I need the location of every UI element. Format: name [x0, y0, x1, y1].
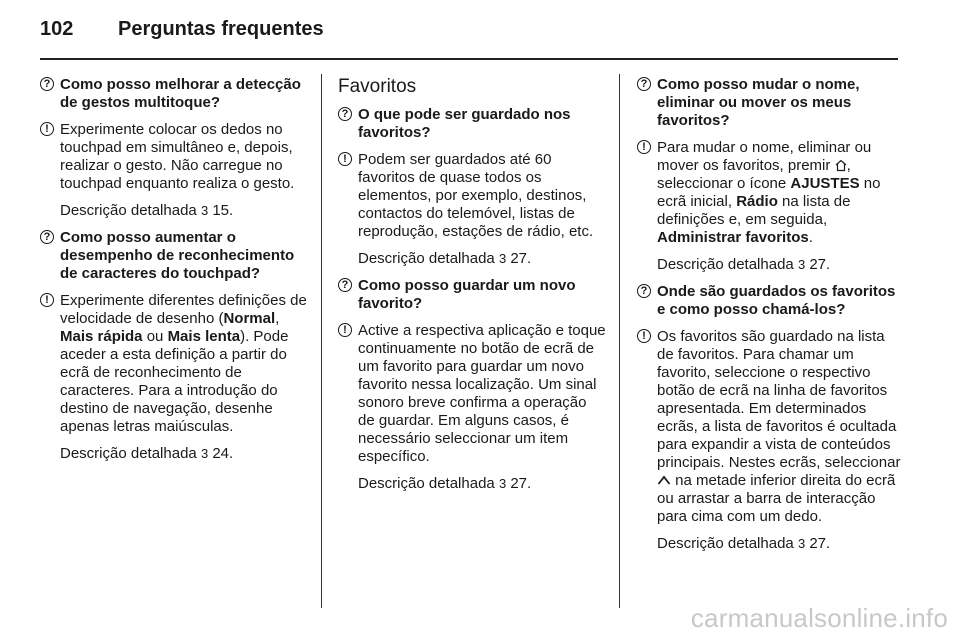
question-icon: ? — [637, 77, 651, 91]
detail-page-link[interactable]: 27. — [510, 475, 532, 492]
home-icon — [835, 159, 847, 172]
question-text: O que pode ser guardado nos favoritos? — [358, 106, 571, 141]
question — [40, 76, 308, 112]
page-header — [40, 18, 920, 48]
watermark: carmanualsonline.info — [690, 603, 948, 633]
question — [637, 76, 905, 130]
answer-text: Experimente diferentes definições de velocidade de desenho (Normal, Mais rápida ou Mais lenta). Pode aceder a esta definição a partir do ecrã de reconhecimento de caracteres. Para a introdução do destino de navegação, desenhe apenas letras maiúsculas. — [60, 292, 307, 435]
answer-icon: ! — [338, 152, 352, 166]
question-text: Onde são guardados os favoritos e como posso chamá-los? — [657, 283, 896, 318]
answer — [637, 139, 905, 247]
detail-reference: Descrição detalhada 3 27. — [657, 535, 831, 552]
detail-reference: Descrição detalhada 3 27. — [358, 475, 532, 492]
question-text: Como posso guardar um novo favorito? — [358, 277, 576, 312]
page-ref-arrow-icon: 3 — [200, 446, 209, 461]
question — [40, 229, 308, 283]
detail-page-link[interactable]: 24. — [212, 445, 234, 462]
manage-favourites-label: Administrar favoritos — [657, 229, 809, 246]
answer — [338, 322, 606, 466]
answer — [637, 328, 905, 526]
question-icon: ? — [338, 278, 352, 292]
settings-label: AJUSTES — [790, 175, 860, 192]
detail-reference: Descrição detalhada 3 27. — [358, 250, 532, 267]
question — [637, 283, 905, 319]
question-text: Como posso melhorar a detecção de gestos multitoque? — [60, 76, 301, 111]
section-heading: Favoritos — [338, 76, 417, 97]
question-icon: ? — [40, 77, 54, 91]
detail-page-link[interactable]: 15. — [212, 202, 234, 219]
question-text: Como posso aumentar o desempenho de reconhecimento de caracteres do touchpad? — [60, 229, 295, 282]
answer-text: Experimente colocar os dedos no touchpad em simultâneo e, depois, realizar o gesto. Não carregue no touchpad enquanto realiza o gesto. — [60, 121, 295, 192]
page-ref-arrow-icon: 3 — [797, 536, 806, 551]
page-title: Perguntas frequentes — [118, 18, 324, 40]
answer-text: Active a respectiva aplicação e toque continuamente no botão de ecrã de um favorito para guardar um novo favorito nessa localização. Um sinal sonoro breve confirma a operação de guardar. Em alguns casos, é necessário seleccionar um item específico. — [358, 322, 606, 465]
option-normal: Normal — [223, 310, 276, 327]
answer-icon: ! — [40, 293, 54, 307]
detail-reference: Descrição detalhada 3 27. — [657, 256, 831, 273]
detail-reference: Descrição detalhada 3 15. — [60, 202, 234, 219]
answer-text: Para mudar o nome, eliminar ou mover os favoritos, premir , seleccionar o ícone AJUSTES no ecrã inicial, Rádio na lista de definições e, em seguida, Administrar favoritos. — [657, 139, 881, 246]
column-1 — [40, 76, 308, 472]
detail-reference: Descrição detalhada 3 24. — [60, 445, 234, 462]
answer-icon: ! — [338, 323, 352, 337]
header-rule — [40, 58, 898, 60]
page-ref-arrow-icon: 3 — [200, 203, 209, 218]
option-slower: Mais lenta — [167, 328, 241, 345]
question-icon: ? — [338, 107, 352, 121]
answer — [40, 292, 308, 436]
page-ref-arrow-icon: 3 — [797, 257, 806, 272]
option-faster: Mais rápida — [60, 328, 143, 345]
detail-page-link[interactable]: 27. — [510, 250, 532, 267]
answer — [338, 151, 606, 241]
question — [338, 106, 606, 142]
chevron-up-icon — [657, 474, 671, 486]
page-number: 102 — [40, 18, 74, 40]
page-ref-arrow-icon: 3 — [498, 251, 507, 266]
answer — [40, 121, 308, 193]
answer-icon: ! — [40, 122, 54, 136]
column-divider — [321, 74, 322, 608]
column-3 — [637, 76, 905, 562]
page-ref-arrow-icon: 3 — [498, 476, 507, 491]
radio-label: Rádio — [736, 193, 778, 210]
question — [338, 277, 606, 313]
column-2 — [338, 76, 606, 502]
answer-text: Podem ser guardados até 60 favoritos de quase todos os elementos, por exemplo, destinos, contactos do telemóvel, listas de reprodução, estações de rádio, etc. — [358, 151, 594, 240]
answer-icon: ! — [637, 140, 651, 154]
detail-page-link[interactable]: 27. — [809, 535, 831, 552]
detail-page-link[interactable]: 27. — [809, 256, 831, 273]
answer-icon: ! — [637, 329, 651, 343]
question-icon: ? — [40, 230, 54, 244]
answer-text: Os favoritos são guardado na lista de favoritos. Para chamar um favorito, seleccione o respectivo botão de ecrã na linha de favoritos apresentada. Em determinados ecrãs, a lista de favoritos é ocultada para expandir a vista de conteúdos principais. Nestes ecrãs, seleccionar na metade inferior direita do ecrã ou arrastar a barra de interacção para cima com um dedo. — [657, 328, 901, 525]
question-text: Como posso mudar o nome, eliminar ou mover os meus favoritos? — [657, 76, 860, 129]
column-divider — [619, 74, 620, 608]
question-icon: ? — [637, 284, 651, 298]
